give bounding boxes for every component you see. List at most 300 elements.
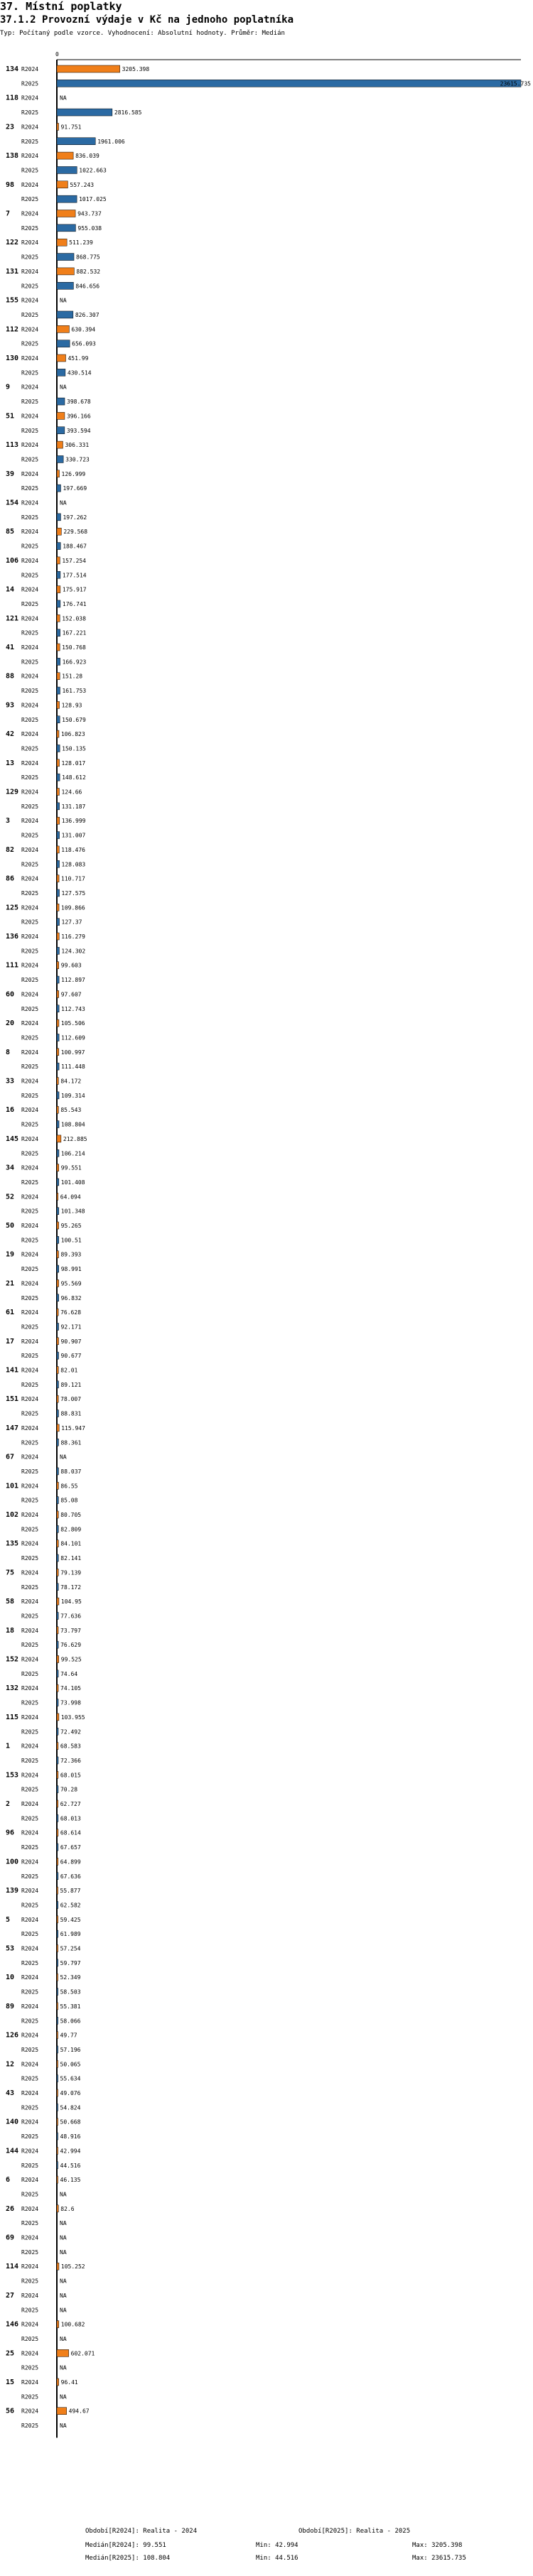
- series-label: R2025: [21, 2423, 39, 2430]
- group-label: 139: [6, 1887, 19, 1895]
- series-label: R2025: [21, 1439, 39, 1446]
- bar-r2025: [57, 1959, 58, 1966]
- bar-r2024: [57, 1019, 59, 1027]
- series-label: R2024: [21, 875, 39, 882]
- bar-r2024: [57, 470, 60, 477]
- data-label: 90.677: [60, 1353, 82, 1360]
- series-label: R2025: [21, 1208, 39, 1215]
- series-label: R2024: [21, 1424, 39, 1432]
- bar-r2024: [57, 2408, 67, 2415]
- series-label: R2025: [21, 427, 39, 434]
- bar-r2024: [57, 2032, 58, 2039]
- series-label: R2025: [21, 2364, 39, 2371]
- series-label: R2025: [21, 1497, 39, 1504]
- group-label: 89: [6, 2002, 15, 2011]
- group-label: 144: [6, 2147, 19, 2155]
- bar-r2025: [57, 166, 77, 173]
- data-label: 3205.398: [122, 66, 150, 72]
- series-label: R2024: [21, 413, 39, 420]
- bar-r2025: [57, 455, 63, 462]
- bar-r2025: [57, 1497, 58, 1504]
- data-label: 103.955: [60, 1714, 85, 1721]
- group-label: 93: [6, 701, 15, 710]
- series-label: R2025: [21, 1642, 39, 1649]
- series-label: R2025: [21, 1786, 39, 1793]
- bar-r2024: [57, 1858, 58, 1865]
- group-label: 42: [6, 730, 15, 739]
- data-label: 112.609: [61, 1034, 85, 1041]
- data-label: 74.105: [60, 1685, 81, 1692]
- group-label: 138: [6, 152, 19, 161]
- bar-r2024: [57, 2205, 58, 2212]
- series-label: R2024: [21, 759, 39, 767]
- bar-r2025: [57, 311, 73, 318]
- data-label: 84.172: [60, 1078, 82, 1085]
- series-label: R2025: [21, 485, 39, 492]
- group-label: 121: [6, 615, 19, 623]
- bar-r2025: [57, 600, 60, 607]
- series-label: R2024: [21, 1627, 39, 1634]
- bar-r2024: [57, 1887, 58, 1894]
- series-label: R2024: [21, 1164, 39, 1171]
- data-label: 127.575: [61, 889, 86, 897]
- group-label: 102: [6, 1511, 19, 1519]
- data-label: NA: [60, 2234, 67, 2241]
- data-label: 101.408: [60, 1179, 85, 1186]
- bar-r2024: [57, 1078, 58, 1085]
- data-label: 188.467: [63, 543, 87, 550]
- bar-r2024: [57, 789, 59, 796]
- series-label: R2025: [21, 832, 39, 839]
- group-label: 12: [6, 2060, 15, 2069]
- data-label: 70.28: [60, 1786, 78, 1793]
- group-label: 136: [6, 933, 19, 941]
- series-label: R2024: [21, 384, 39, 391]
- data-label: 118.476: [61, 846, 85, 853]
- bar-r2025: [57, 2133, 58, 2140]
- series-label: R2025: [21, 1121, 39, 1128]
- bar-r2025: [57, 1208, 59, 1215]
- series-label: R2025: [21, 2018, 39, 2025]
- group-label: 112: [6, 325, 19, 334]
- group-label: 3: [6, 817, 11, 826]
- group-label: 20: [6, 1019, 15, 1028]
- bar-r2024: [57, 1974, 58, 1981]
- series-label: R2024: [21, 846, 39, 853]
- series-label: R2025: [21, 1005, 39, 1012]
- data-label: 393.594: [66, 427, 91, 434]
- data-label: 109.866: [61, 904, 85, 911]
- series-label: R2024: [21, 1540, 39, 1547]
- data-label: 131.187: [61, 803, 86, 810]
- group-label: 61: [6, 1309, 15, 1317]
- group-label: 134: [6, 65, 19, 73]
- series-label: R2024: [21, 2234, 39, 2241]
- bar-r2025: [57, 1265, 59, 1272]
- group-label: 152: [6, 1655, 19, 1664]
- data-label: NA: [60, 2220, 67, 2227]
- series-label: R2024: [21, 1396, 39, 1403]
- group-label: 129: [6, 788, 19, 796]
- group-label: 146: [6, 2320, 19, 2329]
- group-label: 98: [6, 180, 15, 189]
- series-label: R2025: [21, 224, 39, 232]
- data-label: 84.101: [60, 1540, 82, 1547]
- bar-r2025: [57, 427, 65, 434]
- data-label: 131.007: [61, 832, 86, 839]
- series-label: R2025: [21, 2133, 39, 2141]
- group-label: 130: [6, 355, 19, 362]
- bar-r2024: [57, 1367, 58, 1374]
- series-label: R2024: [21, 2032, 39, 2039]
- series-label: R2024: [21, 239, 39, 247]
- series-label: R2024: [21, 1916, 39, 1923]
- series-label: R2025: [21, 1873, 39, 1880]
- data-label: 57.196: [60, 2046, 81, 2053]
- series-label: R2024: [21, 1772, 39, 1779]
- data-label: 90.907: [60, 1338, 82, 1345]
- data-label: 150.768: [62, 644, 86, 651]
- bar-r2025: [57, 629, 60, 637]
- data-label: 105.506: [60, 1020, 85, 1027]
- group-label: 122: [6, 239, 19, 247]
- series-label: R2025: [21, 1613, 39, 1620]
- series-label: R2025: [21, 1179, 39, 1186]
- bar-r2025: [57, 1612, 58, 1619]
- bar-r2025: [57, 2046, 58, 2053]
- data-label: 82.809: [60, 1526, 82, 1533]
- series-label: R2025: [21, 1815, 39, 1822]
- bar-r2024: [57, 1511, 58, 1518]
- series-label: R2024: [21, 1251, 39, 1258]
- bar-r2025: [57, 1786, 58, 1793]
- bar-r2024: [57, 1684, 58, 1692]
- data-label: 96.41: [60, 2379, 78, 2386]
- data-label: 59.425: [60, 1916, 81, 1923]
- series-label: R2025: [21, 1381, 39, 1388]
- group-label: 39: [6, 470, 15, 478]
- group-label: 114: [6, 2263, 19, 2271]
- data-label: NA: [60, 94, 67, 102]
- series-label: R2024: [21, 2061, 39, 2068]
- series-label: R2024: [21, 991, 39, 998]
- data-label: 105.252: [60, 2263, 85, 2271]
- bar-r2025: [57, 1525, 58, 1532]
- data-label: 76.628: [60, 1309, 82, 1316]
- data-label: NA: [60, 2191, 67, 2198]
- bar-r2025: [57, 1930, 58, 1937]
- series-label: R2025: [21, 1555, 39, 1562]
- data-label: 306.331: [65, 442, 90, 449]
- group-label: 135: [6, 1539, 19, 1548]
- series-label: R2024: [21, 1512, 39, 1518]
- bar-r2024: [57, 123, 59, 130]
- series-label: R2025: [21, 948, 39, 955]
- bar-r2025: [57, 687, 60, 694]
- series-label: R2024: [21, 442, 39, 449]
- data-label: 136.999: [61, 818, 86, 825]
- series-label: R2024: [21, 1338, 39, 1345]
- bar-r2025: [57, 1901, 58, 1908]
- group-label: 111: [6, 961, 19, 970]
- data-label: 197.669: [63, 485, 87, 492]
- data-label: 78.007: [60, 1396, 82, 1403]
- bar-r2025: [57, 1236, 59, 1243]
- footer-median-r2025: Medián[R2025]: 108.804: [85, 2555, 171, 2562]
- series-label: R2025: [21, 1959, 39, 1966]
- bar-r2024: [57, 759, 60, 767]
- data-label: 148.612: [62, 774, 86, 781]
- series-label: R2024: [21, 268, 39, 275]
- data-label: 88.361: [60, 1439, 82, 1446]
- series-label: R2024: [21, 933, 39, 940]
- bar-r2025: [57, 803, 60, 810]
- series-label: R2024: [21, 1454, 39, 1461]
- series-label: R2025: [21, 2248, 39, 2256]
- data-label: 112.743: [61, 1005, 85, 1012]
- group-label: 96: [6, 1829, 15, 1837]
- data-label: 124.66: [61, 789, 82, 796]
- bar-r2025: [57, 1728, 58, 1735]
- bar-r2024: [57, 586, 60, 593]
- group-label: 118: [6, 94, 19, 102]
- data-label: 55.381: [60, 2003, 81, 2010]
- data-label: 68.013: [60, 1815, 81, 1822]
- series-label: R2025: [21, 861, 39, 868]
- group-label: 8: [6, 1048, 11, 1056]
- group-label: 115: [6, 1713, 19, 1721]
- data-label: 68.614: [60, 1829, 81, 1836]
- group-label: 9: [6, 383, 11, 391]
- bar-r2025: [57, 1814, 58, 1822]
- series-label: R2025: [21, 456, 39, 463]
- group-label: 10: [6, 1974, 15, 1982]
- series-label: R2025: [21, 745, 39, 752]
- data-label: 73.998: [60, 1699, 81, 1706]
- bar-r2025: [57, 1670, 58, 1677]
- data-label: 49.076: [60, 2090, 81, 2096]
- bar-r2025: [57, 1063, 59, 1070]
- data-label: 82.141: [60, 1555, 82, 1562]
- data-label: 52.349: [60, 1974, 81, 1981]
- bar-r2024: [57, 441, 63, 448]
- group-label: 86: [6, 875, 15, 883]
- data-label: 150.679: [62, 716, 86, 723]
- bar-r2025: [57, 369, 65, 376]
- data-label: 104.95: [60, 1598, 82, 1606]
- series-label: R2024: [21, 1020, 39, 1027]
- bar-r2025: [57, 1034, 59, 1041]
- data-label: 630.394: [71, 326, 96, 333]
- data-label: 96.832: [60, 1294, 82, 1301]
- bar-r2025: [57, 1410, 58, 1417]
- series-label: R2024: [21, 210, 39, 217]
- bar-r2024: [57, 355, 65, 362]
- series-label: R2025: [21, 1468, 39, 1475]
- data-label: 92.171: [60, 1324, 82, 1331]
- bar-r2024: [57, 673, 60, 680]
- bar-r2024: [57, 875, 59, 882]
- bar-r2024: [57, 325, 69, 332]
- series-label: R2024: [21, 2003, 39, 2010]
- bar-r2025: [57, 485, 60, 492]
- group-label: 88: [6, 672, 15, 681]
- bar-r2024: [57, 2147, 58, 2154]
- data-label: 48.916: [60, 2133, 81, 2141]
- series-label: R2024: [21, 1367, 39, 1374]
- data-label: 212.885: [63, 1135, 87, 1142]
- data-label: 100.997: [60, 1049, 85, 1056]
- footer-min-r2025: Min: 44.516: [256, 2555, 298, 2562]
- data-label: NA: [60, 499, 67, 507]
- series-label: R2024: [21, 1743, 39, 1750]
- data-label: 88.037: [60, 1468, 82, 1475]
- group-label: 60: [6, 990, 15, 999]
- data-label: 68.015: [60, 1772, 81, 1779]
- group-label: 6: [6, 2176, 11, 2185]
- series-label: R2024: [21, 2292, 39, 2299]
- series-label: R2025: [21, 80, 39, 87]
- bar-r2024: [57, 846, 59, 853]
- bar-r2024: [57, 1279, 59, 1287]
- data-label: 124.302: [61, 948, 86, 955]
- data-label: 115.947: [61, 1424, 85, 1432]
- group-label: 155: [6, 296, 19, 305]
- group-label: 41: [6, 644, 15, 651]
- data-label: NA: [60, 297, 67, 304]
- series-label: R2025: [21, 1150, 39, 1157]
- data-label: 116.279: [61, 933, 85, 940]
- series-label: R2024: [21, 1107, 39, 1114]
- data-label: 79.139: [60, 1569, 82, 1576]
- series-label: R2025: [21, 2104, 39, 2111]
- data-label: 128.017: [61, 759, 86, 767]
- bar-r2024: [57, 1569, 58, 1576]
- chart-subtitle: 37.1.2 Provozní výdaje v Kč na jednoho poplatníka: [0, 14, 294, 26]
- group-label: 1: [6, 1742, 11, 1750]
- series-label: R2025: [21, 543, 39, 550]
- bar-r2025: [57, 745, 60, 752]
- group-label: 69: [6, 2234, 15, 2242]
- series-label: R2025: [21, 2393, 39, 2401]
- group-label: 141: [6, 1366, 19, 1375]
- data-label: 89.393: [60, 1251, 82, 1258]
- series-label: R2024: [21, 2379, 39, 2386]
- series-label: R2025: [21, 1266, 39, 1273]
- bar-r2025: [57, 1584, 58, 1591]
- data-label: 57.254: [60, 1945, 81, 1952]
- data-label: 167.221: [62, 629, 87, 637]
- bar-r2025: [57, 224, 75, 232]
- group-label: 27: [6, 2291, 15, 2300]
- group-label: 145: [6, 1135, 19, 1143]
- group-label: 82: [6, 845, 15, 854]
- data-label: 50.668: [60, 2118, 81, 2126]
- data-label: 602.071: [70, 2350, 95, 2357]
- series-label: R2025: [21, 254, 39, 261]
- group-label: 16: [6, 1106, 15, 1115]
- data-label: 846.656: [75, 283, 100, 290]
- bar-r2025: [57, 774, 60, 781]
- series-label: R2025: [21, 1584, 39, 1591]
- data-label: 882.532: [76, 268, 101, 275]
- bar-r2025: [57, 1352, 59, 1359]
- series-label: R2024: [21, 2148, 39, 2155]
- bar-r2024: [57, 1309, 58, 1316]
- series-label: R2025: [21, 109, 39, 117]
- series-label: R2025: [21, 629, 39, 637]
- data-label: 110.717: [61, 875, 85, 882]
- series-label: R2024: [21, 1483, 39, 1490]
- series-label: R2024: [21, 557, 39, 564]
- data-label: 161.753: [62, 688, 87, 695]
- series-label: R2025: [21, 1670, 39, 1677]
- bar-r2025: [57, 1179, 59, 1186]
- series-label: R2024: [21, 615, 39, 622]
- series-label: R2024: [21, 789, 39, 796]
- group-label: 147: [6, 1424, 19, 1432]
- bar-r2024: [57, 2321, 59, 2328]
- bar-r2025: [57, 1757, 58, 1764]
- bar-r2024: [57, 2349, 69, 2356]
- data-label: 109.314: [61, 1092, 85, 1099]
- data-label: 430.514: [67, 369, 92, 377]
- series-label: R2025: [21, 369, 39, 377]
- data-label: 64.899: [60, 1858, 81, 1866]
- data-label: 91.751: [60, 124, 82, 131]
- group-label: 52: [6, 1193, 15, 1201]
- data-label: 68.583: [60, 1743, 81, 1750]
- series-label: R2025: [21, 774, 39, 781]
- bar-r2024: [57, 1743, 58, 1750]
- series-label: R2024: [21, 1078, 39, 1085]
- series-label: R2024: [21, 818, 39, 825]
- bar-r2025: [57, 543, 60, 550]
- series-label: R2024: [21, 731, 39, 738]
- series-label: R2024: [21, 1888, 39, 1895]
- group-label: 17: [6, 1337, 15, 1346]
- bar-r2025: [57, 658, 60, 665]
- bar-r2024: [57, 1829, 58, 1836]
- data-label: 175.917: [62, 586, 87, 593]
- data-label: NA: [60, 2364, 67, 2371]
- data-label: NA: [60, 2292, 67, 2299]
- bar-r2024: [57, 1338, 59, 1345]
- bar-r2025: [57, 138, 95, 145]
- data-label: 49.77: [60, 2032, 77, 2039]
- series-label: R2025: [21, 600, 39, 607]
- series-label: R2025: [21, 1728, 39, 1736]
- data-label: 150.135: [62, 745, 86, 752]
- group-label: 7: [6, 210, 11, 218]
- bar-r2024: [57, 2089, 58, 2096]
- data-label: 197.262: [63, 514, 87, 521]
- data-label: 58.066: [60, 2018, 81, 2025]
- data-label: 112.897: [61, 977, 85, 984]
- bar-r2024: [57, 210, 75, 217]
- group-label: 25: [6, 2349, 15, 2358]
- series-label: R2024: [21, 181, 39, 188]
- group-label: 21: [6, 1279, 15, 1288]
- bar-r2024: [57, 1135, 61, 1142]
- data-label: 100.682: [60, 2321, 85, 2328]
- bar-r2024: [57, 730, 59, 737]
- data-label: 55.877: [60, 1888, 81, 1895]
- series-label: R2024: [21, 1135, 39, 1142]
- bar-r2025: [57, 340, 70, 347]
- group-label: 101: [6, 1482, 19, 1490]
- data-label: 44.516: [60, 2162, 81, 2169]
